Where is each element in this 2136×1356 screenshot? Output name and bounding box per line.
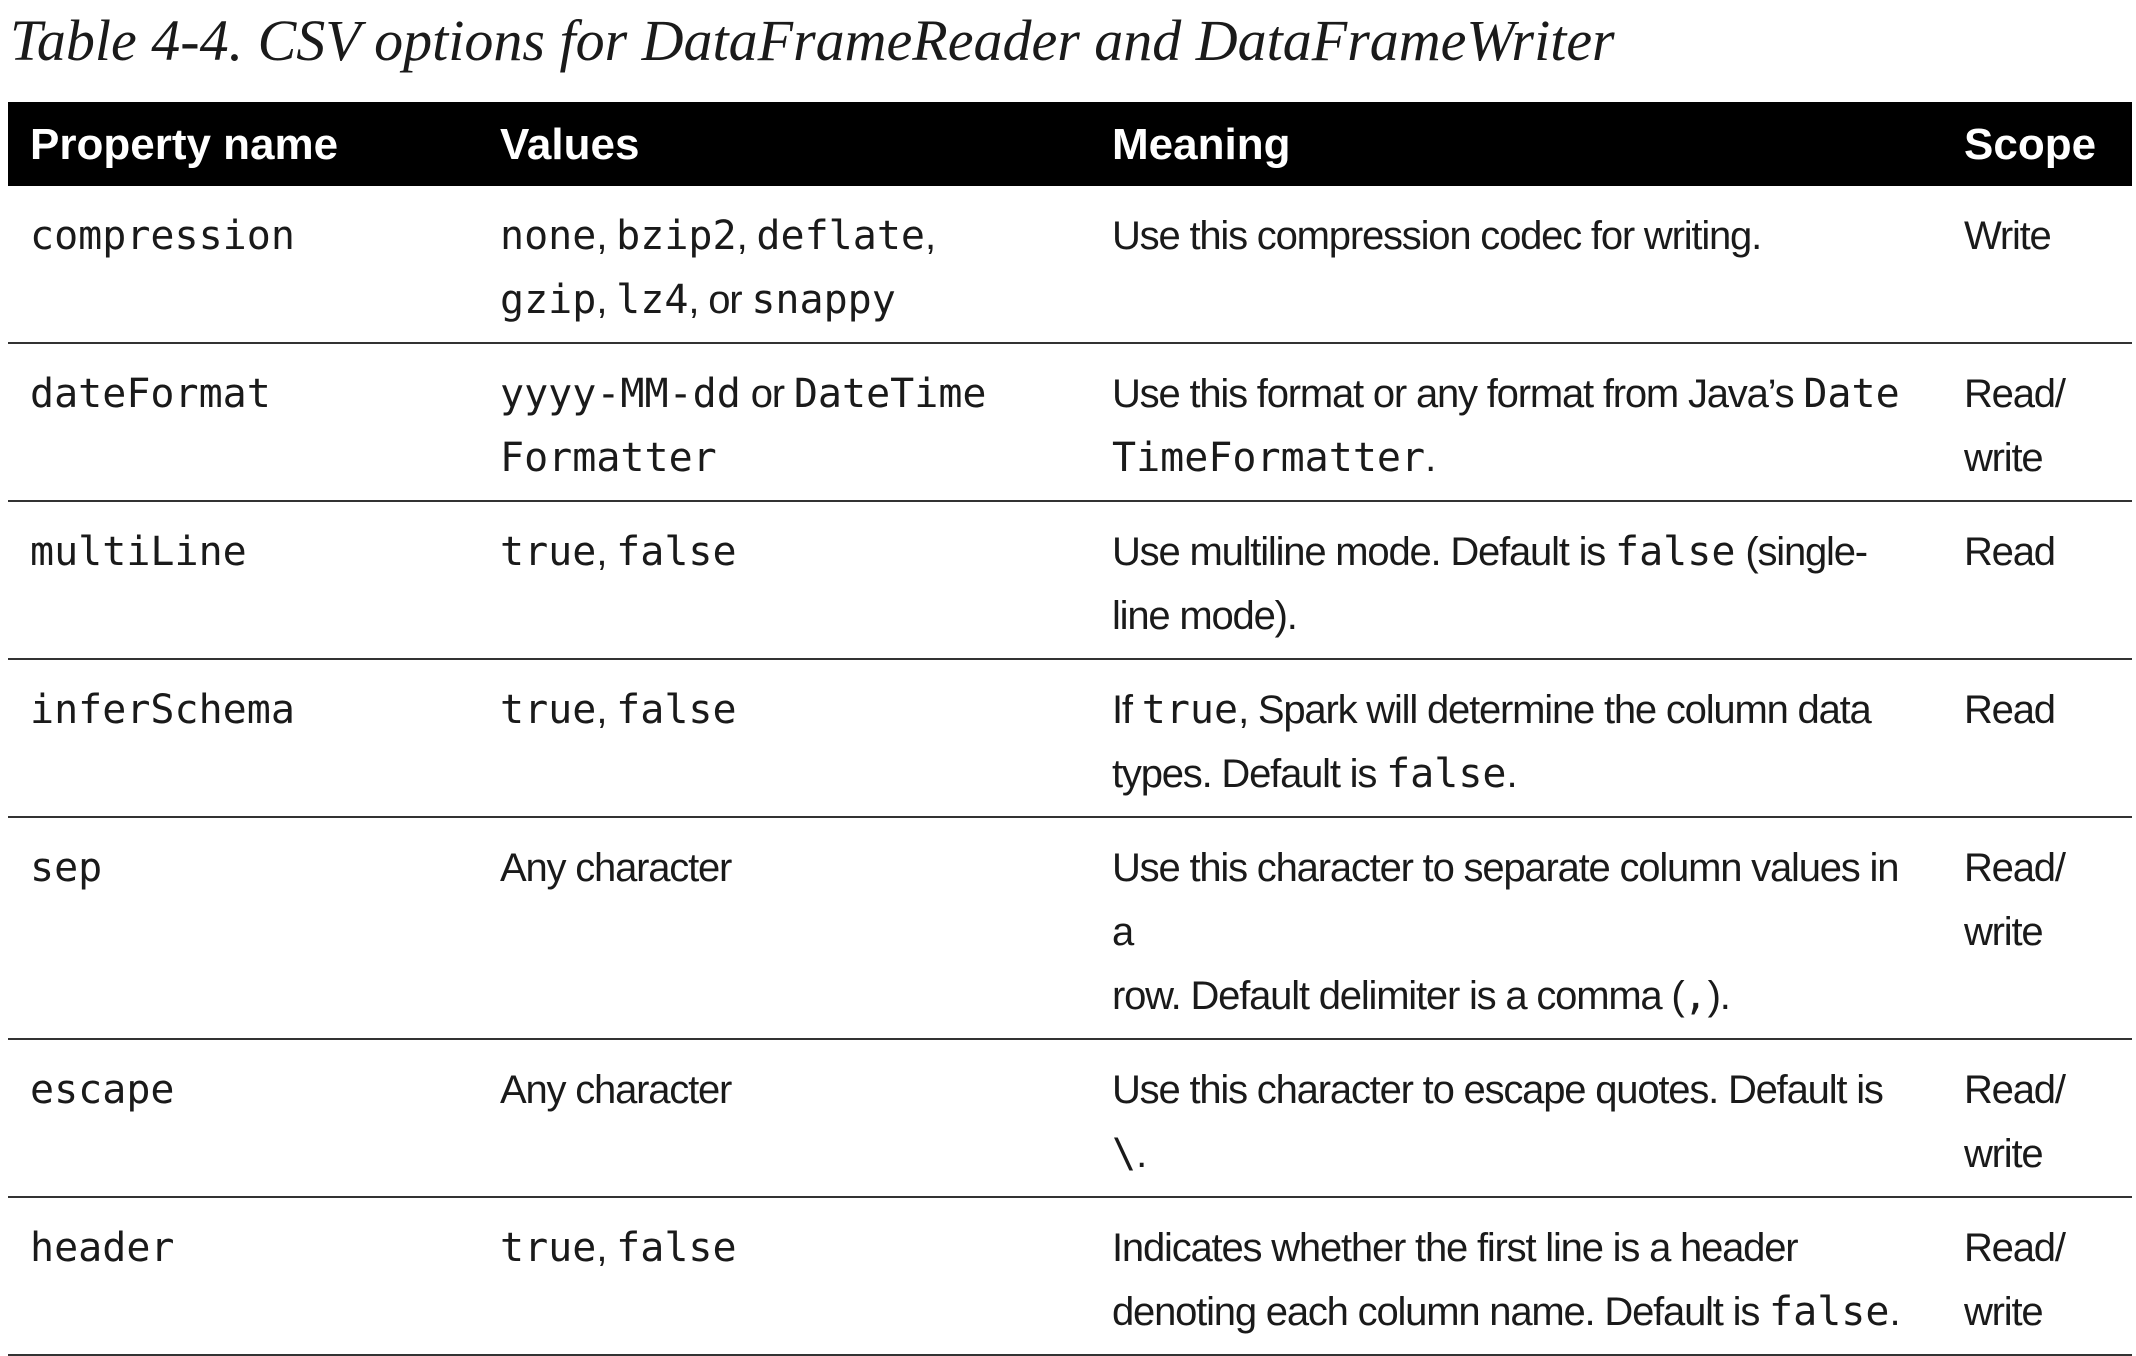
cell-values xyxy=(478,659,1090,817)
table-caption: Table 4-4. CSV options for DataFrameReader and DataFrameWriter xyxy=(10,8,1615,73)
cell-scope: Read/ write xyxy=(1942,1197,2132,1355)
code-text: false xyxy=(616,529,737,575)
table-header xyxy=(8,102,2132,186)
body-text: Use this format or any format from Java’s xyxy=(1112,372,1804,416)
body-text: . xyxy=(1889,1290,1900,1334)
cell-meaning xyxy=(1090,1039,1942,1197)
body-text: , xyxy=(596,278,617,322)
table-row xyxy=(8,817,2132,1039)
cell-values xyxy=(478,817,1090,1039)
table-row xyxy=(8,186,2132,343)
body-text: If xyxy=(1112,688,1142,732)
body-text: , xyxy=(596,688,617,732)
header-values: Values xyxy=(500,120,640,169)
cell-property-name: header xyxy=(8,1197,478,1355)
cell-meaning xyxy=(1090,659,1942,817)
cell-property-name: multiLine xyxy=(8,501,478,659)
code-text: true xyxy=(500,687,597,733)
body-text: , Spark will determine the column data xyxy=(1238,688,1871,732)
body-text: row. Default delimiter is a comma ( xyxy=(1112,974,1684,1018)
body-text: Use this compression codec for writing. xyxy=(1112,214,1762,258)
cell-scope: Read xyxy=(1942,501,2132,659)
code-text: bzip2 xyxy=(616,213,737,259)
body-text: denoting each column name. Default is xyxy=(1112,1290,1770,1334)
table-row xyxy=(8,343,2132,501)
body-text: ). xyxy=(1707,974,1730,1018)
code-text: \ xyxy=(1112,1131,1137,1177)
body-text: , or xyxy=(688,278,752,322)
cell-values xyxy=(478,1197,1090,1355)
cell-values xyxy=(478,501,1090,659)
header-row xyxy=(8,102,2132,186)
table-body xyxy=(8,186,2132,1355)
code-text: deflate xyxy=(756,213,925,259)
cell-meaning xyxy=(1090,343,1942,501)
body-text: or xyxy=(740,372,794,416)
code-text: true xyxy=(500,1225,597,1271)
code-text: Date xyxy=(1803,371,1900,417)
cell-scope: Read/ write xyxy=(1942,817,2132,1039)
body-text: , xyxy=(596,214,617,258)
body-text: Use this character to separate column values in a xyxy=(1112,846,1899,954)
body-text: types. Default is xyxy=(1112,752,1387,796)
code-text: Formatter xyxy=(500,435,717,481)
code-text: false xyxy=(1386,751,1507,797)
body-text: , xyxy=(924,214,935,258)
cell-scope: Read/ write xyxy=(1942,343,2132,501)
code-text: none xyxy=(500,213,597,259)
body-text: Use this character to escape quotes. Default is xyxy=(1112,1068,1883,1112)
body-text: , xyxy=(736,214,757,258)
cell-property-name: inferSchema xyxy=(8,659,478,817)
code-text: TimeFormatter xyxy=(1112,435,1426,481)
body-text: Indicates whether the first line is a header xyxy=(1112,1226,1798,1270)
code-text: false xyxy=(1769,1289,1890,1335)
code-text: , xyxy=(1683,973,1708,1019)
code-text: DateTime xyxy=(793,371,987,417)
cell-scope: Read xyxy=(1942,659,2132,817)
cell-meaning xyxy=(1090,817,1942,1039)
body-text: , xyxy=(596,1226,617,1270)
table-row xyxy=(8,501,2132,659)
code-text: true xyxy=(500,529,597,575)
cell-meaning xyxy=(1090,501,1942,659)
body-text: line mode). xyxy=(1112,594,1297,638)
body-text: Any character xyxy=(500,846,732,890)
csv-options-table xyxy=(8,102,2132,1356)
code-text: lz4 xyxy=(616,277,689,323)
cell-property-name: dateFormat xyxy=(8,343,478,501)
header-property-name: Property name xyxy=(30,120,339,169)
cell-property-name: escape xyxy=(8,1039,478,1197)
cell-values xyxy=(478,1039,1090,1197)
body-text: . xyxy=(1425,436,1435,480)
header-scope: Scope xyxy=(1964,120,2097,169)
code-text: false xyxy=(616,687,737,733)
code-text: false xyxy=(616,1225,737,1271)
code-text: true xyxy=(1141,687,1239,733)
cell-property-name: compression xyxy=(8,186,478,343)
cell-scope: Read/ write xyxy=(1942,1039,2132,1197)
table-row xyxy=(8,1197,2132,1355)
code-text: gzip xyxy=(500,277,597,323)
code-text: yyyy-MM-dd xyxy=(500,371,741,417)
body-text: , xyxy=(596,530,617,574)
body-text: (single- xyxy=(1735,530,1867,574)
cell-values xyxy=(478,186,1090,343)
code-text: false xyxy=(1615,529,1736,575)
body-text: . xyxy=(1136,1132,1147,1176)
body-text: . xyxy=(1506,752,1517,796)
body-text: Use multiline mode. Default is xyxy=(1112,530,1616,574)
code-text: snappy xyxy=(751,277,896,323)
cell-values xyxy=(478,343,1090,501)
cell-meaning xyxy=(1090,186,1942,343)
table-row xyxy=(8,1039,2132,1197)
body-text: Any character xyxy=(500,1068,732,1112)
table-row xyxy=(8,659,2132,817)
cell-property-name: sep xyxy=(8,817,478,1039)
cell-meaning xyxy=(1090,1197,1942,1355)
cell-scope: Write xyxy=(1942,186,2132,343)
header-meaning: Meaning xyxy=(1112,120,1291,169)
